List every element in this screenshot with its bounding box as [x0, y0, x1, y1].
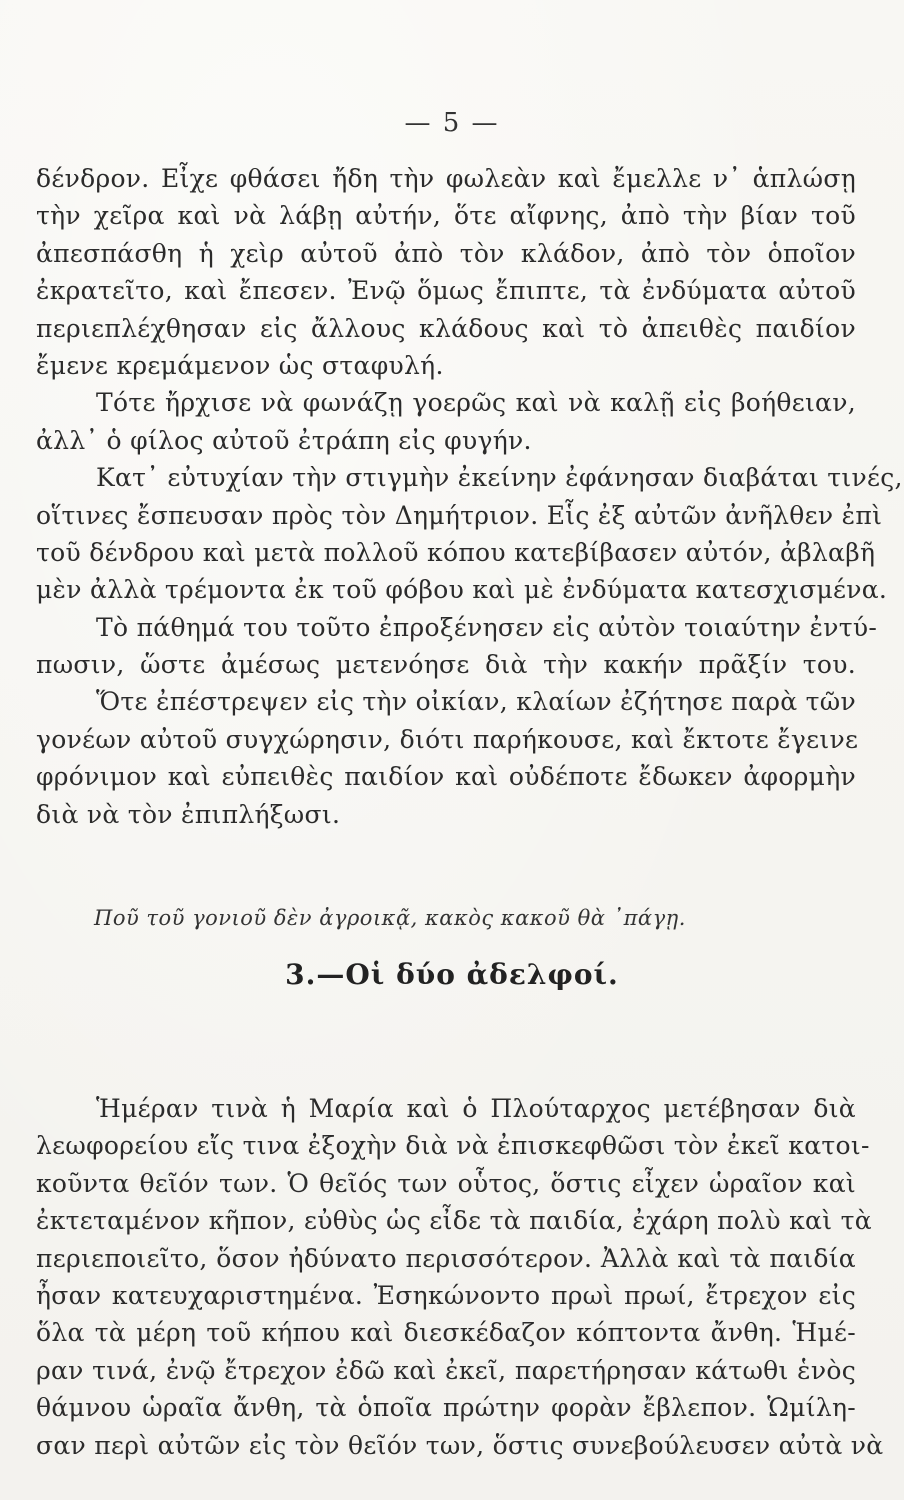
story-body	[36, 160, 903, 833]
text-line: Τότε ἤρχισε νὰ φωνάζῃ γοερῶς καὶ νὰ καλῇ εἰς βοήθειαν,	[96, 388, 856, 418]
text-line: περιεποιεῖτο, ὅσον ἠδύνατο περισσότερον. Ἀλλὰ καὶ τὰ παιδία	[36, 1243, 856, 1273]
text-line: φρόνιμον καὶ εὐπειθὲς παιδίον καὶ οὐδέποτε ἔδωκεν ἀφορμὴν	[36, 762, 856, 792]
section-heading: 3.—Οἱ δύο ἀδελφοί.	[285, 958, 619, 991]
text-line: περιεπλέχθησαν εἰς ἄλλους κλάδους καὶ τὸ ἀπειθὲς παιδίον	[36, 313, 856, 343]
text-line: Κατ᾽ εὐτυχίαν τὴν στιγμὴν ἐκείνην ἐφάνησαν διαβάται τινές,	[96, 463, 903, 493]
text-line: κοῦντα θεῖόν των. Ὁ θεῖός των οὗτος, ὅστις εἶχεν ὡραῖον καὶ	[36, 1168, 856, 1198]
text-line: ἐκρατεῖτο, καὶ ἔπεσεν. Ἐνῷ ὅμως ἔπιπτε, τὰ ἐνδύματα αὐτοῦ	[36, 276, 856, 306]
proverb: Ποῦ τοῦ γονιοῦ δὲν ἀγροικᾷ, κακὸς κακοῦ θὰ ᾽πάγῃ.	[94, 906, 686, 930]
text-line: τοῦ δένδρου καὶ μετὰ πολλοῦ κόπου κατεβίβασεν αὐτόν, ἀβλαβῆ	[36, 537, 876, 567]
page-number: — 5 —	[404, 108, 500, 138]
text-line: ἦσαν κατευχαριστημένα. Ἐσηκώνοντο πρωὶ πρωί, ἔτρεχον εἰς	[36, 1280, 856, 1310]
text-line: δένδρον. Εἶχε φθάσει ἤδη τὴν φωλεὰν καὶ ἔμελλε ν᾽ ἁπλώσῃ	[36, 164, 856, 193]
text-line: ἐκτεταμένον κῆπον, εὐθὺς ὡς εἶδε τὰ παιδία, ἐχάρη πολὺ καὶ τὰ	[36, 1206, 872, 1236]
text-line: ραν τινά, ἐνῷ ἔτρεχον ἐδῶ καὶ ἐκεῖ, παρετήρησαν κάτωθι ἑνὸς	[36, 1355, 856, 1385]
text-line: ἀλλ᾽ ὁ φίλος αὐτοῦ ἐτράπη εἰς φυγήν.	[36, 425, 532, 455]
story-body	[36, 1090, 884, 1464]
text-line: Ὅτε ἐπέστρεψεν εἰς τὴν οἰκίαν, κλαίων ἐζήτησε παρὰ τῶν	[96, 687, 856, 717]
text-line: θάμνου ὡραῖα ἄνθη, τὰ ὁποῖα πρώτην φορὰν ἔβλεπον. Ὡμίλη-	[36, 1393, 856, 1423]
text-line: διὰ νὰ τὸν ἐπιπλήξωσι.	[36, 799, 341, 829]
text-line: Τὸ πάθημά του τοῦτο ἐπροξένησεν εἰς αὐτὸν τοιαύτην ἐντύ-	[96, 612, 878, 642]
text-line: ὅλα τὰ μέρη τοῦ κήπου καὶ διεσκέδαζον κόπτοντα ἄνθη. Ἡμέ-	[36, 1318, 856, 1348]
text-line: μὲν ἀλλὰ τρέμοντα ἐκ τοῦ φόβου καὶ μὲ ἐνδύματα κατεσχισμένα.	[36, 575, 888, 605]
text-line: λεωφορείου εἴς τινα ἐξοχὴν διὰ νὰ ἐπισκεφθῶσι τὸν ἐκεῖ κατοι-	[36, 1131, 870, 1161]
text-line: οἵτινες ἔσπευσαν πρὸς τὸν Δημήτριον. Εἷς ἐξ αὐτῶν ἀνῆλθεν ἐπὶ	[36, 500, 883, 530]
text-line: Ἡμέραν τινὰ ἡ Μαρία καὶ ὁ Πλούταρχος μετέβησαν διὰ	[96, 1094, 856, 1123]
text-line: τὴν χεῖρα καὶ νὰ λάβῃ αὐτήν, ὅτε αἴφνης, ἀπὸ τὴν βίαν τοῦ	[36, 201, 856, 231]
text-line: ἀπεσπάσθη ἡ χεὶρ αὐτοῦ ἀπὸ τὸν κλάδον, ἀπὸ τὸν ὁποῖον	[36, 238, 856, 268]
text-line: ἔμενε κρεμάμενον ὡς σταφυλή.	[36, 350, 444, 380]
text-line: γονέων αὐτοῦ συγχώρησιν, διότι παρήκουσε, καὶ ἔκτοτε ἔγεινε	[36, 724, 859, 754]
text-line: σαν περὶ αὐτῶν εἰς τὸν θεῖόν των, ὅστις συνεβούλευσεν αὐτὰ νὰ	[36, 1430, 884, 1460]
text-line: πωσιν, ὥστε ἀμέσως μετενόησε διὰ τὴν κακήν πρᾶξίν του.	[36, 650, 856, 680]
